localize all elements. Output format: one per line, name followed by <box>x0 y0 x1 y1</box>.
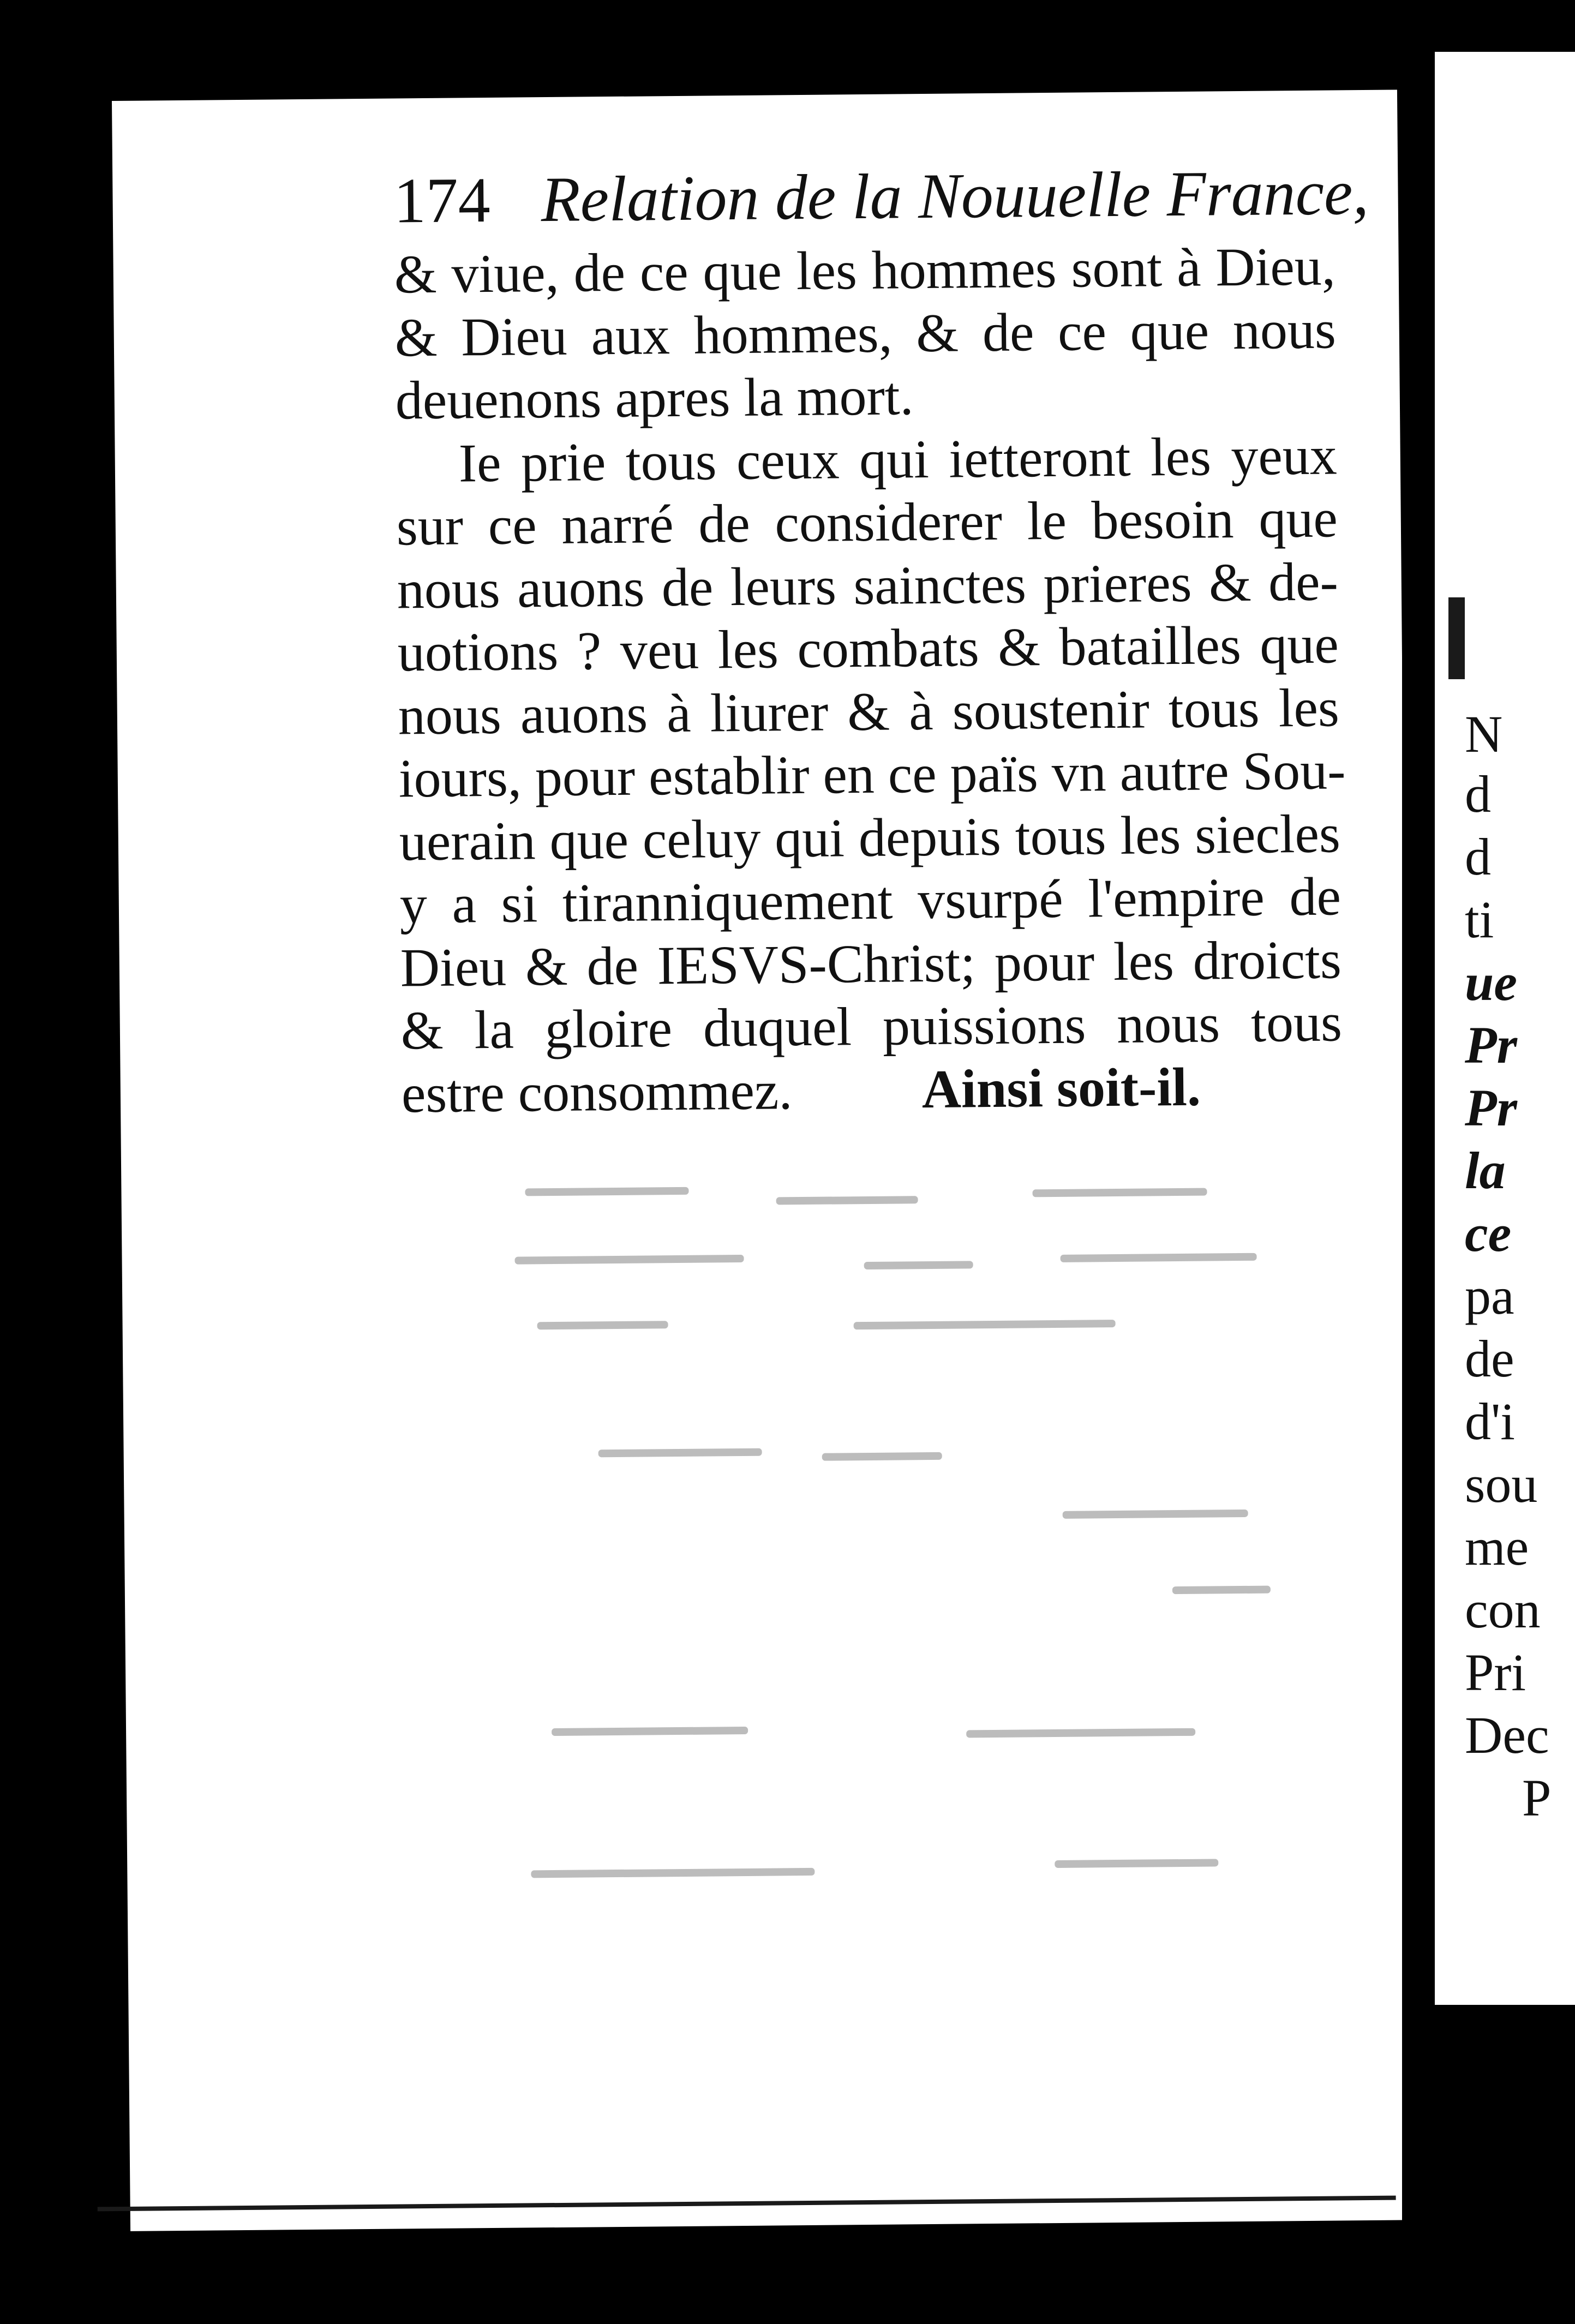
book-page <box>112 89 1416 2231</box>
bleed-mark <box>822 1452 942 1461</box>
bleed-mark <box>531 1868 815 1878</box>
closing-formula: Ainsi soit-il. <box>921 1056 1201 1119</box>
text-line: deuenons apres la mort. <box>395 366 914 431</box>
bleed-mark <box>966 1728 1195 1738</box>
bleed-mark <box>515 1255 744 1265</box>
text-line: nous auons de leurs sainctes prieres & de- <box>397 550 1339 620</box>
bleed-mark <box>537 1321 668 1329</box>
bleed-mark <box>1055 1859 1218 1868</box>
bleed-mark <box>525 1187 688 1196</box>
facing-text-fragment: Pr <box>1465 1079 1517 1137</box>
facing-text-fragment: d <box>1465 828 1491 886</box>
facing-text-fragment: Pri <box>1465 1643 1526 1702</box>
facing-text-fragment: N <box>1465 705 1503 763</box>
bleed-mark <box>552 1727 748 1736</box>
facing-text-fragment: me <box>1465 1518 1529 1576</box>
text-line: & Dieu aux hommes, & de ce que nous <box>394 298 1337 368</box>
bleed-through-area <box>514 1171 1295 1886</box>
facing-text-fragment: d'i <box>1465 1392 1515 1451</box>
facing-text-fragment: pa <box>1465 1267 1514 1325</box>
book-gutter <box>1402 0 1435 2324</box>
text-line: Dieu & de IESVS-Christ; pour les droicts <box>400 929 1342 998</box>
facing-text-fragment: sou <box>1465 1455 1538 1513</box>
facing-text-fragment: Pr <box>1465 1016 1517 1074</box>
bleed-mark <box>1172 1586 1271 1595</box>
text-line: & viue, de ce que les hommes sont à Dieu, <box>394 236 1336 305</box>
facing-text-fragment: ce <box>1465 1204 1512 1262</box>
text-line: nous auons à liurer & à soustenir tous les <box>398 676 1340 746</box>
body-text <box>394 235 1346 1125</box>
facing-page <box>1435 52 1575 2005</box>
facing-text-fragment: ue <box>1465 953 1517 1011</box>
page-edge-line <box>98 2196 1396 2212</box>
text-line: iours, pour establir en ce païs vn autre Sou- <box>398 740 1346 809</box>
facing-text-fragment: P <box>1522 1769 1552 1827</box>
text-line: Ie prie tous ceux qui ietteront les yeux <box>458 424 1338 493</box>
bleed-mark <box>1061 1253 1257 1262</box>
bleed-mark <box>864 1261 973 1269</box>
facing-text-fragment: Dec <box>1465 1706 1549 1764</box>
text-line: sur ce narré de considerer le besoin que <box>396 488 1338 557</box>
facing-text-fragment: d <box>1465 765 1491 823</box>
text-line: & la gloire duquel puissions nous tous <box>400 992 1343 1061</box>
text-line: y a si tiranniquement vsurpé l'empire de <box>399 866 1342 935</box>
facing-text-fragment: la <box>1465 1141 1506 1200</box>
facing-text-fragment: ti <box>1465 890 1494 949</box>
text-line: uotions ? veu les combats & batailles que <box>397 614 1339 683</box>
facing-text-fragment: con <box>1465 1580 1541 1639</box>
bleed-mark <box>776 1196 918 1205</box>
facing-text-fragment: de <box>1465 1329 1514 1388</box>
text-line: estre consommez. <box>401 1059 793 1124</box>
page-number: 174 <box>393 164 491 237</box>
ink-mark <box>1448 597 1465 679</box>
bleed-mark <box>598 1448 762 1458</box>
text-line: uerain que celuy qui depuis tous les siecles <box>399 802 1341 872</box>
bleed-mark <box>1063 1510 1248 1519</box>
page-header <box>393 145 1369 251</box>
final-line <box>401 1054 1343 1125</box>
running-title: Relation de la Nouuelle France, <box>541 156 1369 236</box>
bleed-mark <box>1032 1188 1207 1197</box>
bleed-mark <box>854 1320 1116 1329</box>
